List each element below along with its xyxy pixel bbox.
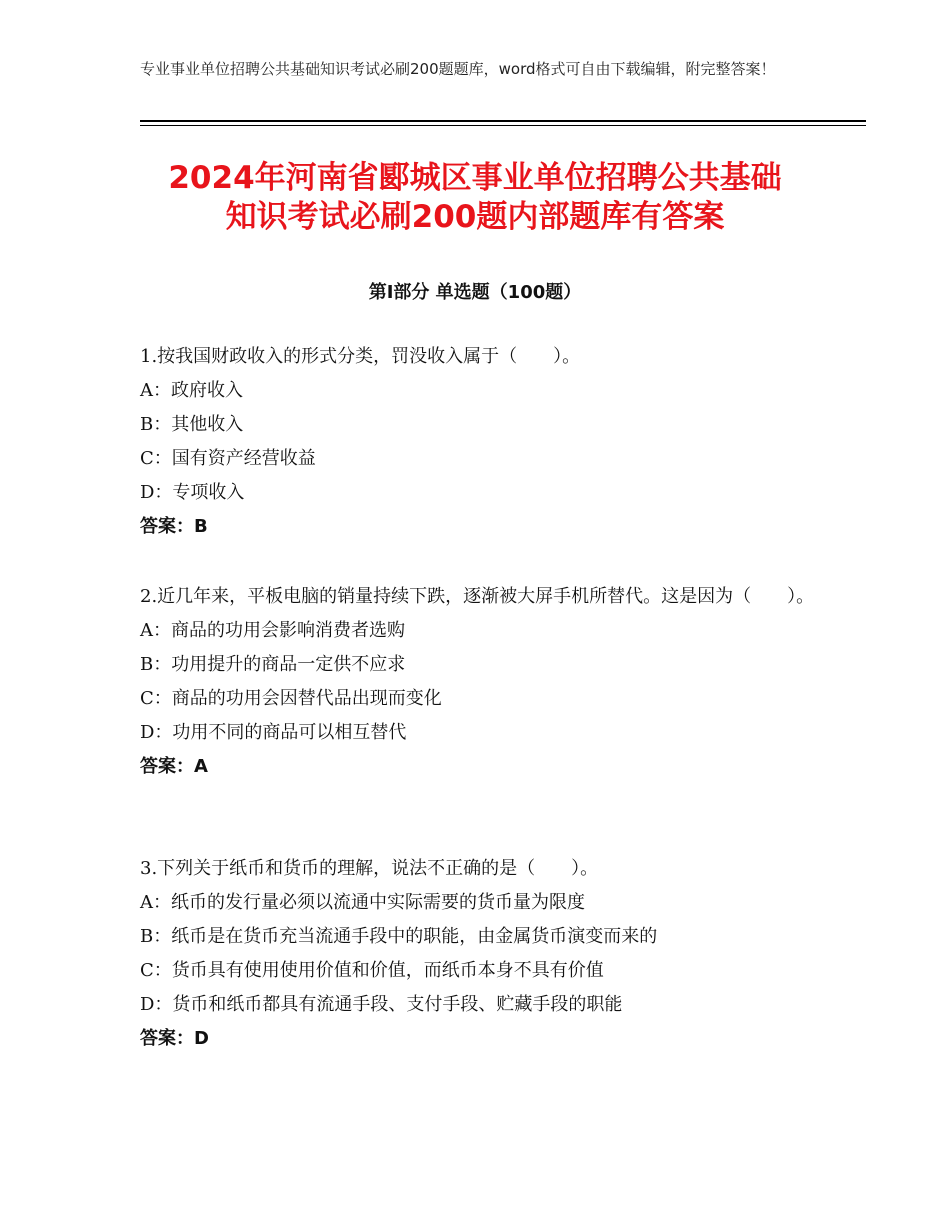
option-c: C：货币具有使用使用价值和价值，而纸币本身不具有价值 bbox=[140, 960, 604, 981]
title-line-2: 知识考试必刷200题内部题库有答案 bbox=[225, 199, 725, 235]
option-b: B：功用提升的商品一定供不应求 bbox=[140, 654, 406, 675]
section-title: 第Ⅰ部分 单选题（100题） bbox=[368, 282, 582, 303]
option-a: A：政府收入 bbox=[140, 380, 243, 401]
question-stem: 2.近几年来，平板电脑的销量持续下跌，逐渐被大屏手机所替代。这是因为（ ）。 bbox=[140, 586, 815, 607]
option-b: B：纸币是在货币充当流通手段中的职能，由金属货币演变而来的 bbox=[140, 926, 658, 947]
option-d: D：专项收入 bbox=[140, 482, 245, 503]
option-d: D：货币和纸币都具有流通手段、支付手段、贮藏手段的职能 bbox=[140, 994, 623, 1015]
title-line-1: 2024年河南省郾城区事业单位招聘公共基础 bbox=[168, 160, 782, 196]
option-c: C：商品的功用会因替代品出现而变化 bbox=[140, 688, 442, 709]
header-rule-thick bbox=[140, 120, 866, 122]
question-2 bbox=[140, 580, 820, 784]
question-stem: 3.下列关于纸币和货币的理解，说法不正确的是（ ）。 bbox=[140, 858, 599, 879]
question-stem: 1.按我国财政收入的形式分类，罚没收入属于（ ）。 bbox=[140, 346, 581, 367]
question-3 bbox=[140, 852, 820, 1056]
document-title bbox=[110, 159, 840, 237]
header-note: 专业事业单位招聘公共基础知识考试必刷200题题库，word格式可自由下载编辑，附完整答案！ bbox=[140, 60, 776, 78]
answer: 答案：D bbox=[140, 1028, 209, 1049]
header-rule-thin bbox=[140, 125, 866, 126]
option-b: B：其他收入 bbox=[140, 414, 244, 435]
answer: 答案：A bbox=[140, 756, 208, 777]
question-1 bbox=[140, 340, 820, 544]
option-c: C：国有资产经营收益 bbox=[140, 448, 316, 469]
answer: 答案：B bbox=[140, 516, 208, 537]
option-a: A：纸币的发行量必须以流通中实际需要的货币量为限度 bbox=[140, 892, 585, 913]
option-a: A：商品的功用会影响消费者选购 bbox=[140, 620, 405, 641]
option-d: D：功用不同的商品可以相互替代 bbox=[140, 722, 407, 743]
